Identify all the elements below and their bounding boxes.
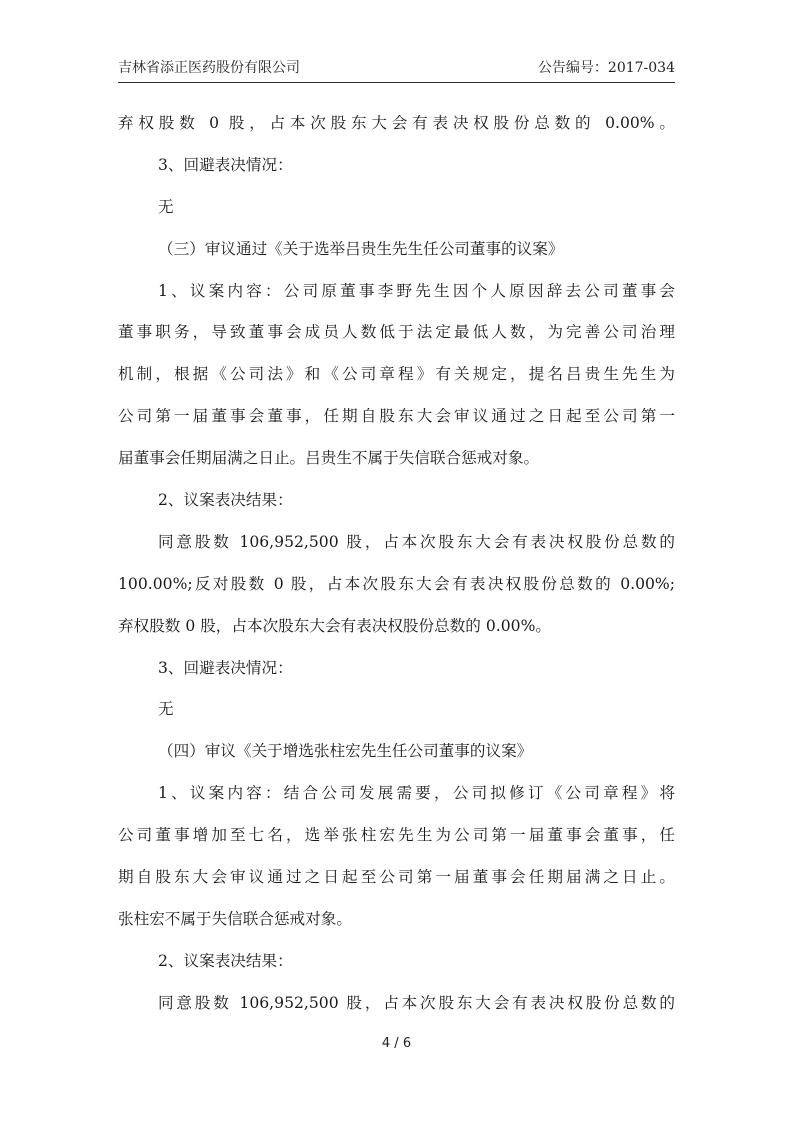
paragraph-line: 1、议案内容：公司原董事李野先生因个人原因辞去公司董事会 (158, 281, 675, 300)
section-heading: 3、回避表决情况： (158, 658, 293, 677)
paragraph-line: 无 (158, 197, 174, 216)
header-divider (118, 82, 675, 83)
paragraph-line: 机制，根据《公司法》和《公司章程》有关规定，提名吕贵生先生为 (118, 365, 675, 384)
motion-heading: （四）审议《关于增选张柱宏先生任公司董事的议案》 (158, 742, 533, 761)
page-header (118, 56, 675, 80)
announcement-number: 公告编号：2017-034 (537, 60, 675, 76)
paragraph-line: 100.00%;反对股数 0 股，占本次股东大会有表决权股份总数的 0.00%; (118, 574, 675, 593)
paragraph-line: 1、议案内容：结合公司发展需要，公司拟修订《公司章程》将 (158, 784, 675, 803)
paragraph-line: 公司董事增加至七名，选举张柱宏先生为公司第一届董事会董事，任 (118, 826, 675, 845)
paragraph-line: 同意股数 106,952,500 股，占本次股东大会有表决权股份总数的 (158, 993, 675, 1012)
paragraph-line: 无 (158, 700, 174, 719)
paragraph-line: 张柱宏不属于失信联合惩戒对象。 (118, 909, 352, 928)
paragraph-line: 董事职务，导致董事会成员人数低于法定最低人数，为完善公司治理 (118, 323, 675, 342)
paragraph-line: 期自股东大会审议通过之日起至公司第一届董事会任期届满之日止。 (118, 868, 675, 887)
paragraph-line: 届董事会任期届满之日止。吕贵生不属于失信联合惩戒对象。 (118, 449, 540, 468)
motion-heading: （三）审议通过《关于选举吕贵生先生任公司董事的议案》 (158, 239, 564, 258)
company-name: 吉林省添正医药股份有限公司 (118, 60, 300, 76)
section-heading: 2、议案表决结果： (158, 951, 293, 970)
paragraph-line: 弃权股数 0 股，占本次股东大会有表决权股份总数的 0.00%。 (118, 114, 675, 132)
section-heading: 3、回避表决情况： (158, 155, 293, 174)
section-heading: 2、议案表决结果： (158, 491, 293, 510)
paragraph-line: 同意股数 106,952,500 股，占本次股东大会有表决权股份总数的 (158, 532, 675, 551)
paragraph-line: 公司第一届董事会董事，任期自股东大会审议通过之日起至公司第一 (118, 407, 675, 426)
paragraph-line: 弃权股数 0 股，占本次股东大会有表决权股份总数的 0.00%。 (118, 616, 551, 635)
page-number: 4 / 6 (381, 1036, 412, 1051)
document-body (118, 106, 675, 1028)
